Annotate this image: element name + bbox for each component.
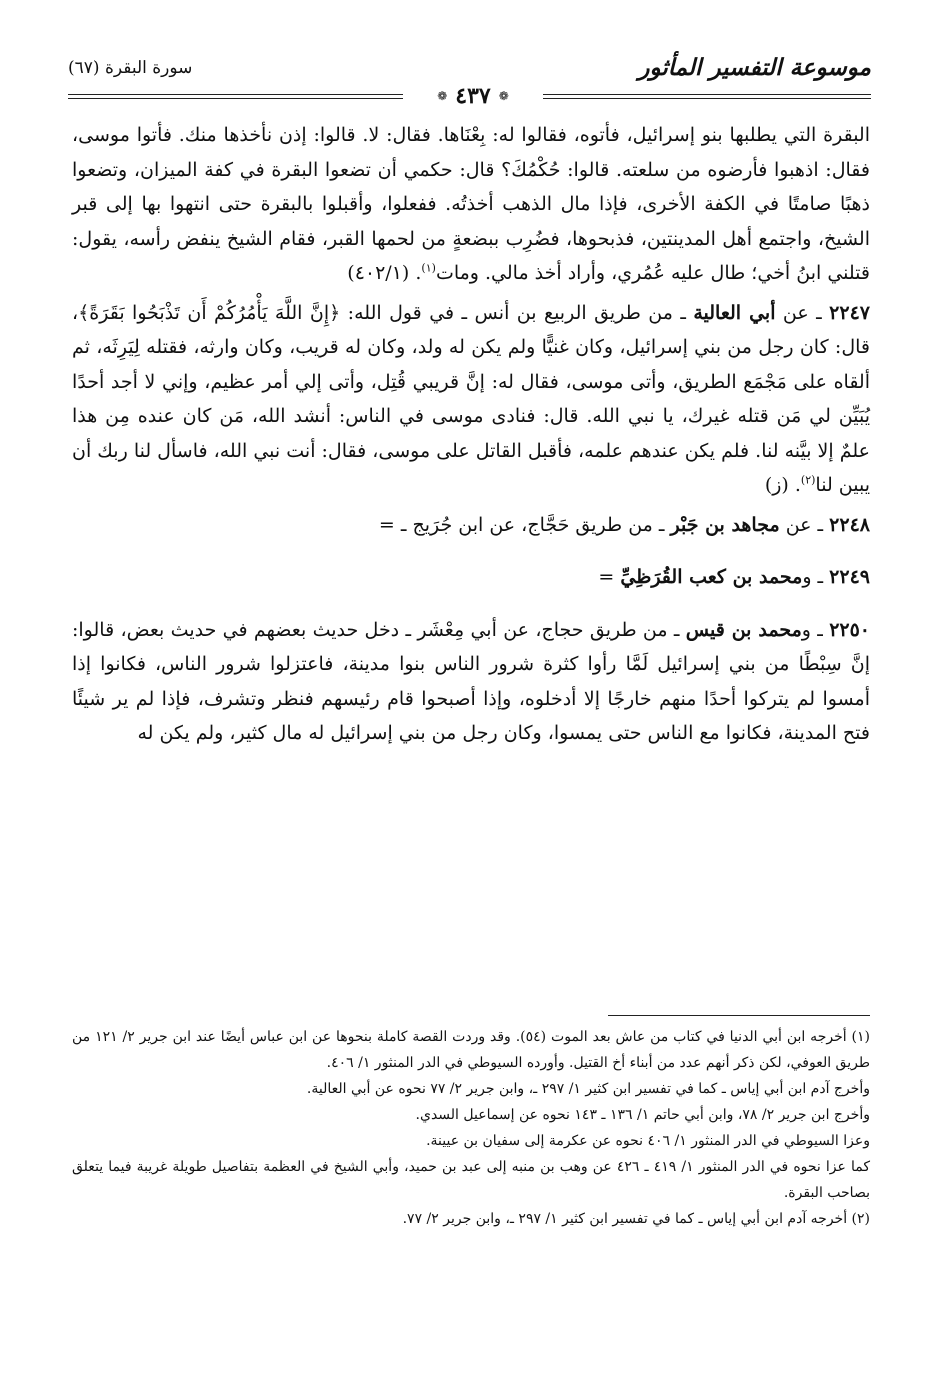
volume-ref: . (٤٠٢/١) (347, 262, 422, 284)
hadith-number: ٢٢٤٨ (829, 513, 870, 536)
narrator-name: محمد بن قيس (685, 618, 802, 641)
hadith-number: ٢٢٤٧ (829, 301, 870, 324)
footnote: وأخرج ابن جرير ٢/ ٧٨، وابن أبي حاتم ١/ ١٣٦ ـ ١٤٣ نحوه عن إسماعيل السدي. (415, 1107, 870, 1123)
running-header (68, 52, 871, 112)
paragraph-2248 (72, 508, 870, 543)
volume-ref: . (ز) (764, 474, 801, 496)
surah-title: سورة البقرة (٦٧) (68, 58, 193, 78)
book-title: موسوعة التفسير المأثور (638, 54, 871, 81)
hadith-number: ٢٢٥٠ (829, 618, 871, 641)
paragraph-text: البقرة التي يطلبها بنو إسرائيل، فأتوه، فقالوا له: بِعْنَاها. فقال: لا. قالوا: إذن نأخذها منك. فأتوا موسى، فقال: اذهبوا فأرضوه من سلعته. قالوا: حُكْمُكَ؟ قال: حكمي أن تضعوا البقرة في كفة الميزان، وتضعوا ذهبًا صامتًا في الكفة الأخرى، فإذا مال الذهب أخذتُه. ففعلوا، وأقبلوا بالبقرة حتى انتهوا بها إلى قبر الشيخ، واجتمع أهل المدينتين، فذبحوها، فضُرِب ببضعةٍ من لحمها القبر، فقام الشيخ ينفض رأسه، يقول: قتلني ابنُ أخي؛ طال عليه عُمُري، وأراد أخذ مالي. ومات (72, 124, 870, 284)
main-text (72, 118, 870, 751)
footnote: وعزا السيوطي في الدر المنثور ١/ ٤٠٦ نحوه عن عكرمة إلى سفيان بن عيينة. (426, 1133, 870, 1149)
paragraph-text: ـ من طريق حجاج، عن أبي مِعْشَر ـ دخل حديث بعضهم في حديث بعض، قالوا: إنَّ سِبْطًا من بني إسرائيل لَمَّا رأوا كثرة شرور الناس بنوا مدينة، فاعتزلوا شرور الناس، فكانوا إذا أمسوا لم يتركوا أحدًا منهم خارجًا إلا أدخلوه، وإذا أصبحوا قام رئيسهم فنظر وتشرف، فإذا لم ير شيئًا فتح المدينة، فكانوا مع الناس حتى يمسوا، وكان رجل من بني إسرائيل له مال كثير، ولم يكن له (72, 618, 870, 744)
paragraph-continued (72, 118, 870, 291)
footnote-separator (608, 1015, 870, 1016)
footnote: وأخرج آدم ابن أبي إياس ـ كما في تفسير ابن كثير ١/ ٢٩٧ ـ، وابن جرير ٢/ ٧٧ نحوه عن أبي العالية. (306, 1081, 870, 1097)
dash-text: ـ عن (775, 301, 830, 324)
ornament-right-icon: ❁ (498, 89, 509, 103)
paragraph-2249 (72, 560, 870, 595)
dash-text: ـ و (802, 566, 830, 588)
page-number: ٤٣٧ (455, 83, 491, 109)
narrator-name: مجاهد بن جَبْر (670, 513, 780, 536)
dash-text: ـ و (801, 618, 830, 641)
footnote: (٢) أخرجه آدم ابن أبي إياس ـ كما في تفسير ابن كثير ١/ ٢٩٧ ـ، وابن جرير ٢/ ٧٧. (402, 1211, 870, 1227)
paragraph-2247 (72, 296, 870, 503)
paragraph-2250 (72, 613, 870, 751)
paragraph-text: ـ من طريق الربيع بن أنس ـ في قول الله: ﴿إِنَّ اللَّهَ يَأْمُرُكُمْ أَن تَذْبَحُوا بَقَرَةً﴾، قال: كان رجل من بني إسرائيل، وكان غنيًّا ولم يكن له ولد، وكان له قريب، وكان وارثه، فقتله لِيَرِثَه، ثم ألقاه على مَجْمَع الطريق، وأتى موسى، فقال له: إنَّ قريبي قُتِل، وأتى إلي أمر عظيم، وإني لا أجد أحدًا يُبَيِّن لي مَن قتله غيرك، يا نبي الله. قال: فنادى موسى في الناس: أنشد الله، مَن كان عنده مِن هذا علمٌ إلا بيَّنه لنا. فلم يكن عندهم علمه، فأقبل القاتل على موسى، فقال: أنت نبي الله، فاسأل لنا ربك أن يبين لنا (72, 301, 870, 496)
footnote-ref: (٢) (800, 473, 816, 487)
paragraph-text: ـ من طريق حَجَّاج، عن ابن جُرَيج ـ = (378, 513, 671, 536)
ornament-left-icon: ❁ (437, 89, 448, 103)
paragraph-text: = (598, 566, 621, 588)
footnotes (72, 1024, 870, 1232)
narrator-name: محمد بن كعب القُرَظِيِّ (620, 566, 803, 588)
footnote: كما عزا نحوه في الدر المنثور ١/ ٤١٩ ـ ٤٢٦ عن وهب بن منبه إلى عبد بن حميد، وأبي الشيخ في العظمة بتفاصيل طويلة غريبة فيما يتعلق بصاحب البقرة. (72, 1159, 870, 1201)
page-number-block (403, 82, 543, 110)
dash-text: ـ عن (779, 513, 830, 536)
hadith-number: ٢٢٤٩ (829, 566, 870, 588)
footnote: (١) أخرجه ابن أبي الدنيا في كتاب من عاش بعد الموت (٥٤). وقد وردت القصة كاملة بنحوها عن ابن عباس أيضًا عند ابن جرير ٢/ ١٢١ من طريق العوفي، لكن ذكر أنهم عدد من أبناء أخ القتيل. وأورده السيوطي في الدر المنثور ١/ ٤٠٦. (72, 1029, 870, 1071)
narrator-name: أبي العالية (693, 301, 776, 324)
footnote-ref: (١) (421, 261, 436, 275)
